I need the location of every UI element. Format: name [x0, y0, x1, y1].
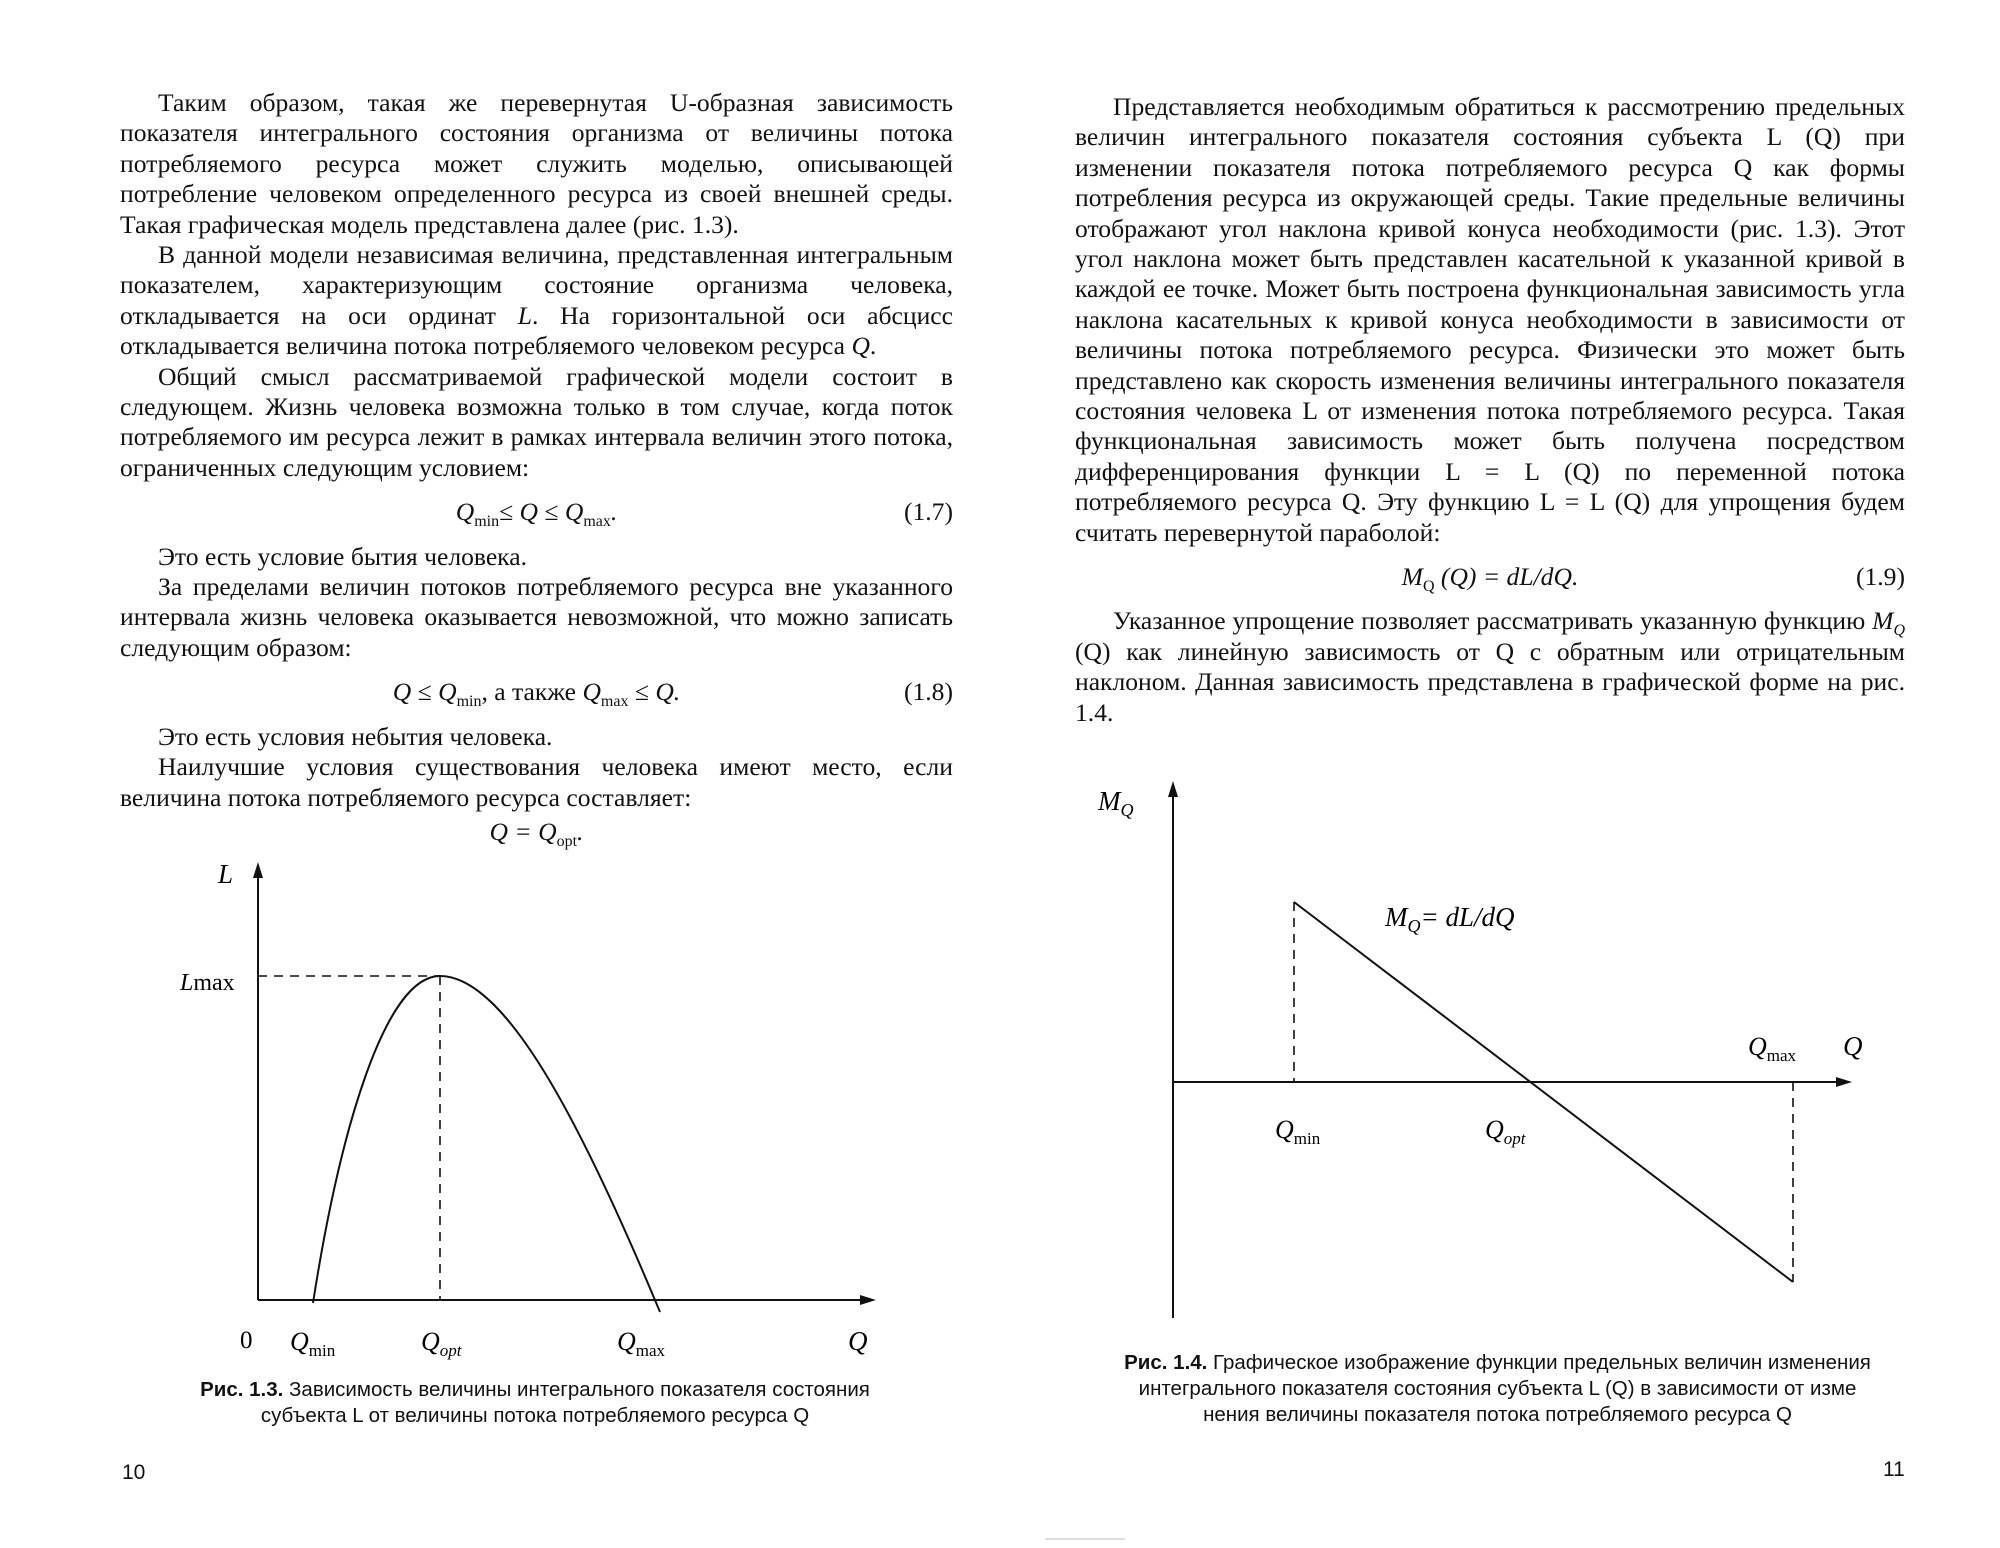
equation-number: (1.8): [903, 677, 953, 707]
inverted-u-curve: [313, 976, 660, 1312]
equation-number: (1.7): [903, 497, 953, 527]
left-para-5: За пределами величин потоков потребляемого ресурса вне указанного интервала жизнь человека оказывается невозможной, что можно записать следующим образом:: [120, 572, 953, 662]
left-para-2: В данной модели независимая величина, представленная интегральным показателем, характеризующим состояние организма человека, откладывается на оси ординат L. На горизонтальной оси абсцисс откладывается величина потока потребляемого человеком ресурса Q.: [120, 240, 954, 361]
equation-1-8: $Q \le Q_{min}$, а также $Q_{max} \le Q$. (1.8): [392, 677, 953, 711]
marginal-line: [1294, 902, 1793, 1282]
y-axis-label: L: [218, 859, 234, 889]
page-number-left: 10: [122, 1461, 146, 1484]
left-para-4: Это есть условие бытия человека.: [158, 541, 527, 571]
line-label: $M_Q= dL/dQ$: [1385, 902, 1515, 936]
right-para-2: Указанное упрощение позволяет рассматривать указанную функцию $M_Q$ (Q) как линейную зависимость от Q с обратным или отрицательным наклоном. Данная зависимость представлена в графической форме на рис. 1.4.: [1075, 606, 1905, 727]
right-para-1: Представляется необходимым обратиться к рассмотрению предельных величин интегрального показателя состояния субъекта L (Q) при изменении показателя потока потребляемого ресурса Q как формы потребления ресурса из окружающей среды. Такие предельные величины отображают угол наклона кривой конуса необходимости (рис. 1.3). Этот угол наклона может быть представлен касательной к указанной кривой в каждой ее точке. Может быть построена функциональная зависимость угла наклона касательных к кривой конуса необходимости в зависимости от величины потока потребляемого ресурса. Физически это может быть представлено как скорость изменения величины интегрального показателя состояния человека L от изменения потока потребляемого ресурса. Такая функциональная зависимость может быть получена посредством дифференцирования функции L = L (Q) по переменной потока потребляемого ресурса Q. Эту функцию L = L (Q) для упрощения будем считать перевернутой параболой:: [1075, 92, 1905, 547]
binding-mark: [1045, 1538, 1125, 1540]
equation-1-7: $Q_{min}\le Q \le Q_{max}$. (1.7): [455, 497, 953, 531]
figure-1-4: [1000, 0, 2000, 1548]
equation-1-9: $M_Q$ (Q) = dL/dQ. (1.9): [1401, 562, 1905, 596]
qopt-label: $Q_{opt}$: [421, 1327, 462, 1360]
lmax-label: Lmax: [180, 970, 235, 996]
figure-1-4-caption: Рис. 1.4. Графическое изображение функции предельных величин изменения интегрального показателя состояния субъекта L (Q) в зависимости от изме нения величины показателя потока потребляемого ресурса Q: [1124, 1351, 1871, 1426]
x-axis-label: Q: [1843, 1031, 1863, 1061]
left-para-7: Наилучшие условия существования человека имеют место, если величина потока потребляемого ресурса составляет:: [120, 752, 953, 812]
left-para-6: Это есть условия небытия человека.: [158, 721, 553, 751]
x-axis-label: Q: [848, 1326, 868, 1356]
left-para-1: Таким образом, такая же перевернутая U-образная зависимость показателя интегрального состояния организма от величины потока потребляемого ресурса может служить моделью, описывающей потребление человеком определенного ресурса из своей внешней среды. Такая графическая модель представлена далее (рис. 1.3).: [120, 88, 953, 239]
page-number-right: 11: [1883, 1458, 1905, 1481]
y-axis-arrow: [1168, 781, 1178, 797]
left-para-3: Общий смысл рассматриваемой графической модели состоит в следующем. Жизнь человека возможна только в том случае, когда поток потребляемого им ресурса лежит в рамках интервала величин этого потока, ограниченных следующим условием:: [120, 361, 953, 482]
right-page: [1000, 0, 2000, 1548]
y-axis-label: $M_Q$: [1098, 786, 1134, 820]
y-axis-arrow: [253, 862, 263, 878]
qmin-label: $Q_{min}$: [1275, 1115, 1321, 1148]
equation-number: (1.9): [1855, 562, 1905, 592]
qopt-label: $Q_{opt}$: [1485, 1115, 1526, 1148]
figure-1-3-caption: Рис. 1.3. Зависимость величины интегрального показателя состояния субъекта L от величины потока потребляемого ресурса Q: [200, 1378, 870, 1427]
qmin-label: $Q_{min}$: [290, 1327, 336, 1360]
qmax-label: $Q_{max}$: [1748, 1032, 1797, 1065]
x-axis-arrow: [860, 1295, 876, 1305]
x-axis-arrow: [1836, 1077, 1852, 1087]
origin-label: 0: [240, 1327, 253, 1354]
qmax-label: $Q_{max}$: [617, 1327, 666, 1360]
equation-opt: $Q = Q_{opt}$.: [489, 816, 584, 851]
